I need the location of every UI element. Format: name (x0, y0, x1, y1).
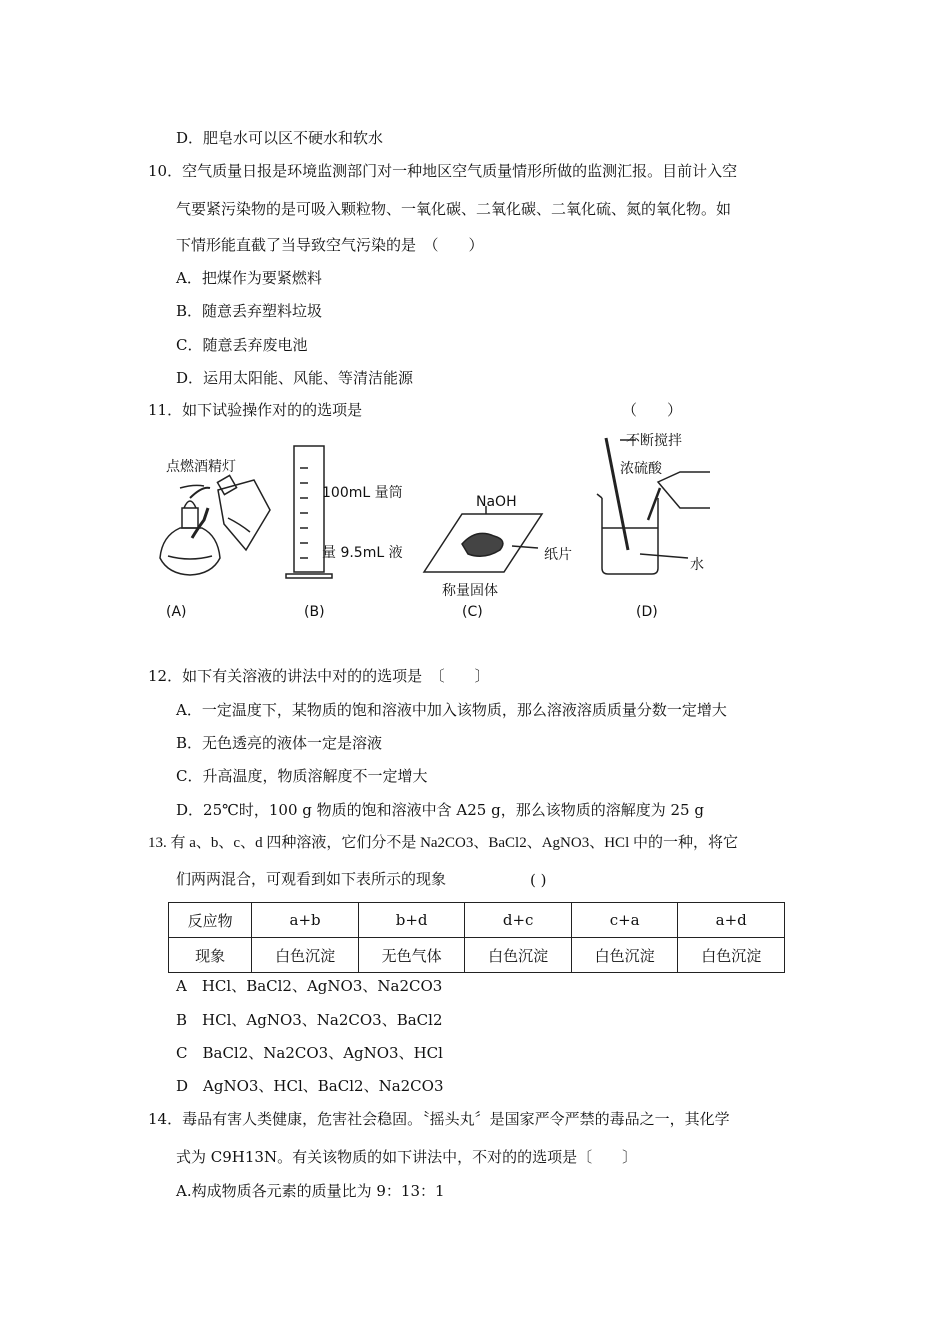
fig-b-label2: 量 9.5mL 液 (322, 545, 403, 561)
table-cell: 白色沉淀 (678, 938, 785, 973)
fig-caption-a: (A) (166, 604, 187, 620)
table-cell: b+d (358, 903, 465, 938)
q14-option-a: A.构成物质各元素的质量比为 9：13：1 (176, 1182, 445, 1200)
q14-stem-line2: 式为 C9H13N。有关该物质的如下讲法中，不对的的选项是〔 〕 (176, 1148, 638, 1166)
fig-caption-b: (B) (304, 604, 325, 620)
q13-stem-line1: 13. 有 a、b、c、d 四种溶液，它们分不是 Na2CO3、BaCl2、AgNO3、HCl 中的一种，将它 (148, 835, 738, 851)
fig-c-paper: 纸片 (544, 547, 572, 563)
reaction-table (168, 902, 785, 973)
q13-option-a: A HCl、BaCl2、AgNO3、Na2CO3 (176, 977, 443, 995)
table-cell: 白色沉淀 (252, 938, 359, 973)
table-cell: 现象 (169, 938, 252, 973)
q12-option-a: A．一定温度下，某物质的饱和溶液中加入该物质，那么溶液溶质质量分数一定增大 (176, 701, 727, 719)
table-cell: 白色沉淀 (571, 938, 678, 973)
q10-stem-line1: 10．空气质量日报是环境监测部门对一种地区空气质量情形所做的监测汇报。目前计入空 (148, 162, 738, 180)
table-cell: 反应物 (169, 903, 252, 938)
q13-option-c: C BaCl2、Na2CO3、AgNO3、HCl (176, 1044, 443, 1062)
q12-option-b: B．无色透亮的液体一定是溶液 (176, 734, 383, 752)
table-cell: a+d (678, 903, 785, 938)
q12-stem: 12．如下有关溶液的讲法中对的的选项是 〔 〕 (148, 667, 490, 685)
table-cell: a+b (252, 903, 359, 938)
table-row (169, 903, 785, 938)
table-cell: 无色气体 (358, 938, 465, 973)
table-cell: 白色沉淀 (465, 938, 572, 973)
q11-bracket: （ ） (622, 401, 683, 419)
fig-c-reagent: NaOH (476, 494, 517, 510)
q11-figure (150, 428, 710, 638)
fig-c-caption: 称量固体 (442, 583, 498, 599)
q13-bracket: ( ) (530, 871, 547, 889)
q12-option-c: C．升高温度，物质溶解度不一定增大 (176, 767, 428, 785)
q10-option-a: A．把煤作为要紧燃料 (176, 269, 322, 287)
q10-stem-line3: 下情形能直截了当导致空气污染的是 （ ） (176, 236, 484, 254)
q13-option-b: B HCl、AgNO3、Na2CO3、BaCl2 (176, 1011, 443, 1029)
fig-caption-c: (C) (462, 604, 483, 620)
table-cell: c+a (571, 903, 678, 938)
q11-stem: 11．如下试验操作对的的选项是 (148, 401, 363, 419)
fig-caption-d: (D) (636, 604, 658, 620)
q14-stem-line1: 14．毒品有害人类健康，危害社会稳固。〝摇头丸〞是国家严令严禁的毒品之一，其化学 (148, 1110, 730, 1128)
q13-option-d: D AgNO3、HCl、BaCl2、Na2CO3 (176, 1077, 444, 1095)
q10-option-c: C．随意丢弃废电池 (176, 336, 308, 354)
q12-option-d: D．25℃时，100 g 物质的饱和溶液中含 A25 g，那么该物质的溶解度为 25 g (176, 801, 704, 819)
fig-d-label3: 水 (690, 557, 704, 573)
q10-stem-line2: 气要紧污染物的是可吸入颗粒物、一氧化碳、二氧化碳、二氧化硫、氮的氧化物。如 (176, 200, 732, 218)
q10-option-d: D．运用太阳能、风能、等清洁能源 (176, 369, 414, 387)
fig-a-label: 点燃酒精灯 (166, 459, 236, 475)
table-row (169, 938, 785, 973)
q10-option-b: B．随意丢弃塑料垃圾 (176, 302, 323, 320)
fig-b-label1: 100mL 量筒 (322, 485, 403, 501)
q9-option-d: D．肥皂水可以区不硬水和软水 (176, 129, 384, 147)
q13-stem-line2: 们两两混合，可观看到如下表所示的现象 (176, 870, 447, 888)
fig-d-label1: 不断搅拌 (626, 433, 682, 449)
fig-d-label2: 浓硫酸 (620, 461, 662, 477)
table-cell: d+c (465, 903, 572, 938)
